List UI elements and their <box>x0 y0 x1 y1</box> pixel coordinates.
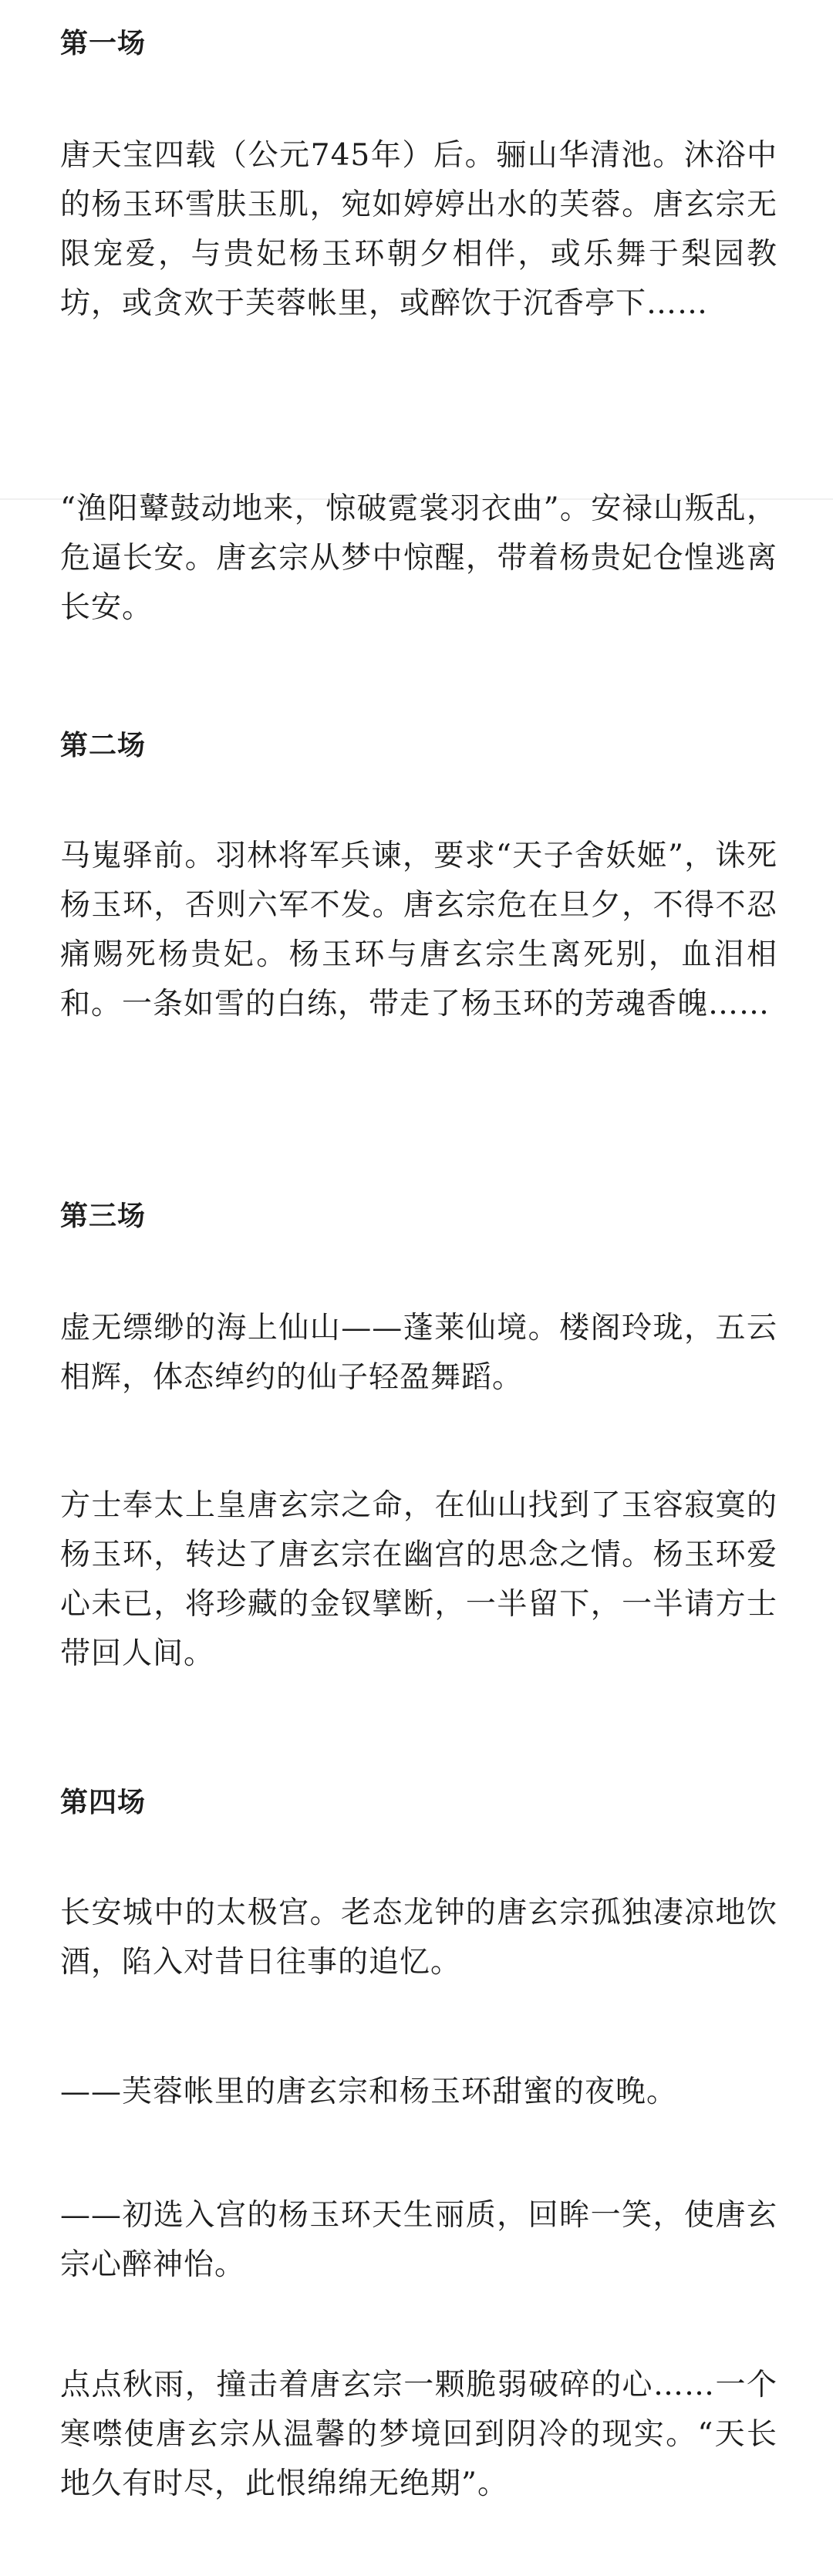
scene-4-paragraph-2: ——芙蓉帐里的唐玄宗和杨玉环甜蜜的夜晚。 <box>60 2075 678 2109</box>
scene-1-heading: 第一场 <box>60 27 147 59</box>
scene-3-paragraph-1: 虚无缥缈的海上仙山——蓬莱仙境。楼阁玲珑，五云相辉，体态绰约的仙子轻盈舞蹈。 <box>60 1311 777 1395</box>
scene-3-heading: 第三场 <box>60 1200 147 1232</box>
scene-4-paragraph-1: 长安城中的太极宫。老态龙钟的唐玄宗孤独凄凉地饮酒，陷入对昔日往事的追忆。 <box>60 1896 777 1980</box>
scene-2-heading: 第二场 <box>60 729 147 761</box>
scene-4-paragraph-3: ——初选入宫的杨玉环天生丽质，回眸一笑，使唐玄宗心醉神怡。 <box>60 2198 777 2282</box>
scene-4-paragraph-4: 点点秋雨，撞击着唐玄宗一颗脆弱破碎的心……一个寒噤使唐玄宗从温馨的梦境回到阴冷的现实。“天长地久有时尽，此恨绵绵无绝期”。 <box>60 2368 777 2501</box>
scene-2-paragraph-1: 马嵬驿前。羽林将军兵谏，要求“天子舍妖姬”，诛死杨玉环，否则六军不发。唐玄宗危在旦夕，不得不忍痛赐死杨贵妃。杨玉环与唐玄宗生离死别，血泪相和。一条如雪的白练，带走了杨玉环的芳魂香魄…… <box>60 839 777 1021</box>
scene-3-paragraph-2: 方士奉太上皇唐玄宗之命，在仙山找到了玉容寂寞的杨玉环，转达了唐玄宗在幽宫的思念之情。杨玉环爱心未已，将珍藏的金钗擘断，一半留下，一半请方士带回人间。 <box>60 1488 777 1671</box>
scene-1-paragraph-2: “渔阳鼙鼓动地来，惊破霓裳羽衣曲”。安禄山叛乱，危逼长安。唐玄宗从梦中惊醒，带着杨贵妃仓惶逃离长安。 <box>60 491 777 625</box>
scene-1-paragraph-1: 唐天宝四载（公元745年）后。骊山华清池。沐浴中的杨玉环雪肤玉肌，宛如婷婷出水的芙蓉。唐玄宗无限宠爱，与贵妃杨玉环朝夕相伴，或乐舞于梨园教坊，或贪欢于芙蓉帐里，或醉饮于沉香亭下…… <box>60 138 777 321</box>
scene-4-heading: 第四场 <box>60 1786 147 1818</box>
